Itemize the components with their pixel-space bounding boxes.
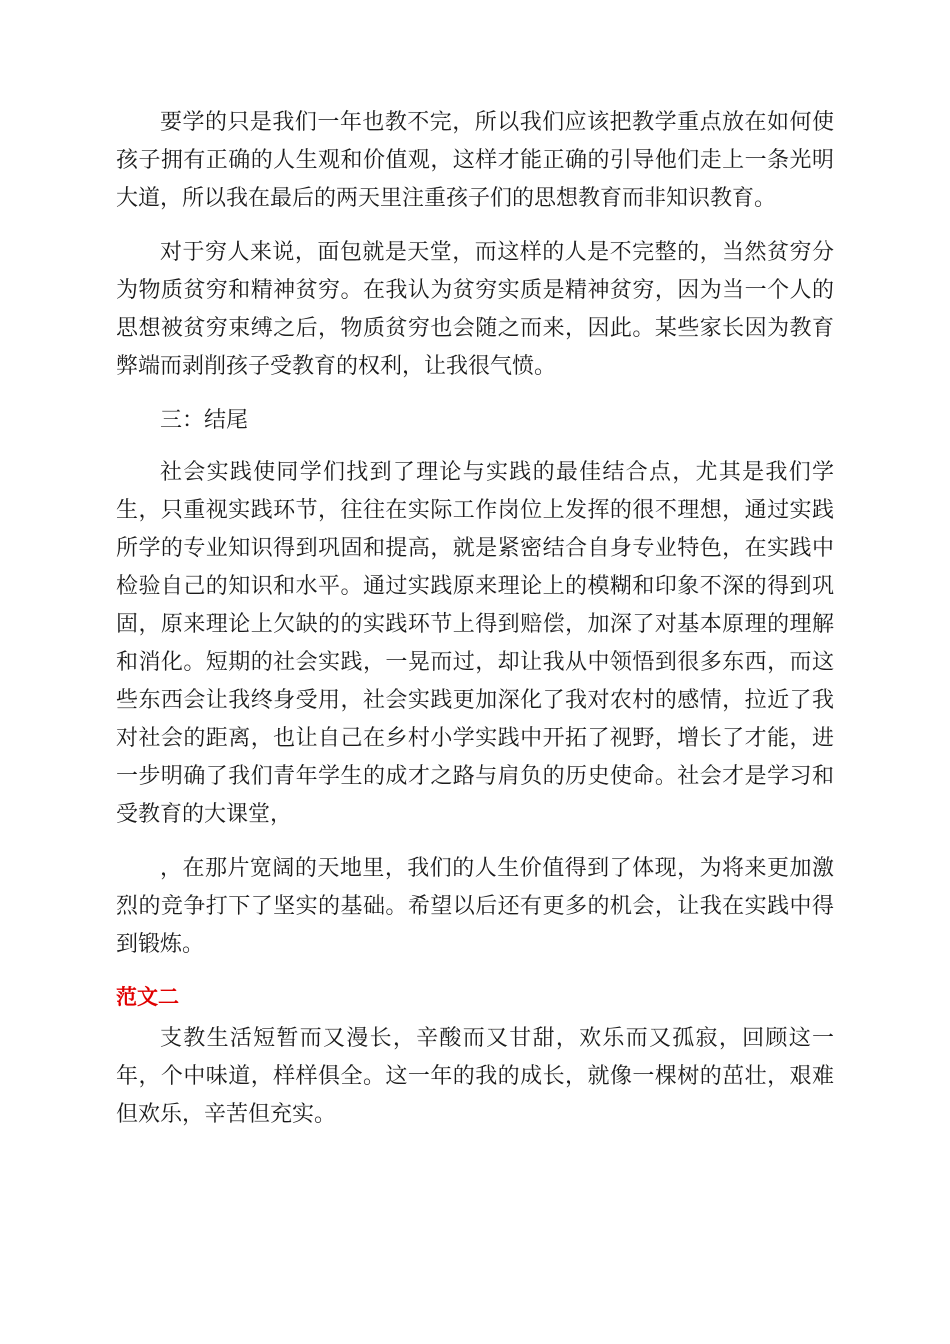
paragraph-conclusion: ，在那片宽阔的天地里，我们的人生价值得到了体现，为将来更加激烈的竞争打下了坚实的基础。希望以后还有更多的机会，让我在实践中得到锻炼。 xyxy=(116,856,834,957)
section-heading-ending: 三：结尾 xyxy=(160,408,249,433)
paragraph-teaching-focus: 要学的只是我们一年也教不完，所以我们应该把教学重点放在如何使孩子拥有正确的人生观和价值观，这样才能正确的引导他们走上一条光明大道，所以我在最后的两天里注重孩子们的思想教育而非知识教育。 xyxy=(116,110,834,211)
document-body xyxy=(116,104,834,1150)
section-title-sample-two: 范文二 xyxy=(116,985,179,1009)
paragraph-teaching-life: 支教生活短暂而又漫长，辛酸而又甘甜，欢乐而又孤寂，回顾这一年，个中味道，样样俱全。这一年的我的成长，就像一棵树的茁壮，艰难但欢乐，辛苦但充实。 xyxy=(116,1026,834,1127)
paragraph-social-practice: 社会实践使同学们找到了理论与实践的最佳结合点，尤其是我们学生，只重视实践环节，往往在实际工作岗位上发挥的很不理想，通过实践所学的专业知识得到巩固和提高，就是紧密结合自身专业特色，在实践中检验自己的知识和水平。通过实践原来理论上的模糊和印象不深的得到巩固，原来理论上欠缺的的实践环节上得到赔偿，加深了对基本原理的理解和消化。短期的社会实践，一晃而过，却让我从中领悟到很多东西，而这些东西会让我终身受用，社会实践更加深化了我对农村的感情，拉近了我对社会的距离，也让自己在乡村小学实践中开拓了视野，增长了才能，进一步明确了我们青年学生的成才之路与肩负的历史使命。社会才是学习和受教育的大课堂， xyxy=(116,460,834,827)
paragraph-poverty: 对于穷人来说，面包就是天堂，而这样的人是不完整的，当然贫穷分为物质贫穷和精神贫穷。在我认为贫穷实质是精神贫穷，因为当一个人的思想被贫穷束缚之后，物质贫穷也会随之而来，因此。某些家长因为教育弊端而剥削孩子受教育的权利，让我很气愤。 xyxy=(116,240,834,379)
